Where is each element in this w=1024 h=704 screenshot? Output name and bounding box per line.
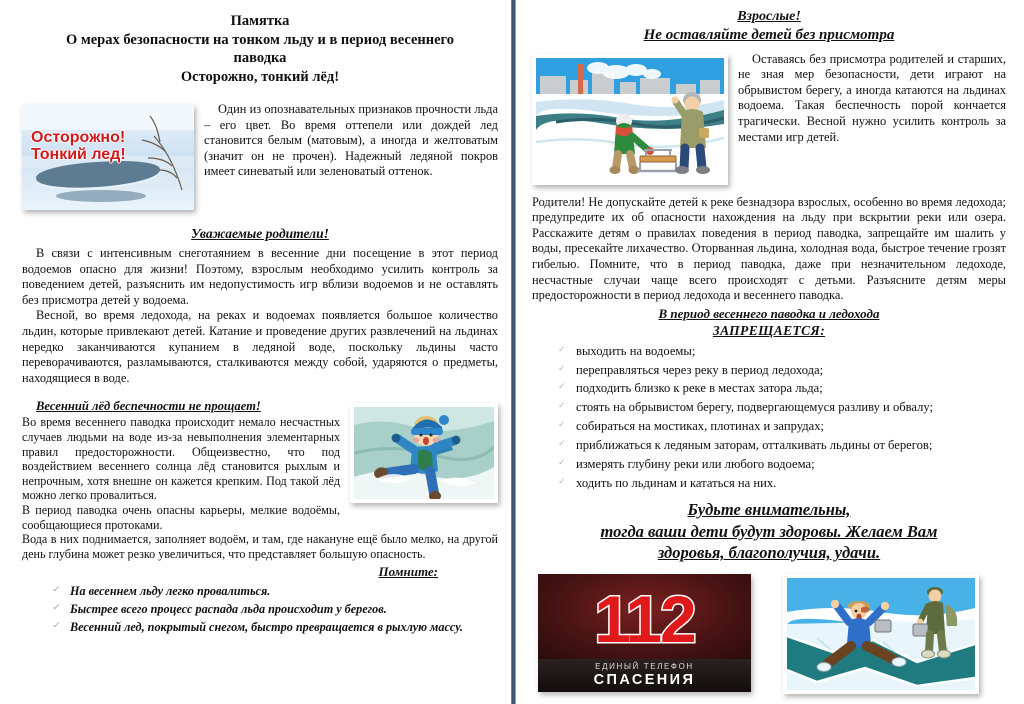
warning-caption-line-2: Тонкий лед! bbox=[31, 146, 126, 164]
right-top-paragraph: Оставаясь без присмотра родителей и старших, не зная мер безопасности, дети играют на обрывистом берегу, а иногда катаются на льдинах водоема. Такая беспечность порой кончается трагически. Весной нужно усилить контроль за местами игр детей. bbox=[738, 51, 1006, 144]
intro-row bbox=[22, 102, 498, 212]
list-item bbox=[558, 398, 1006, 417]
check-icon: ✓ bbox=[52, 620, 60, 631]
closing-line-2: тогда ваши дети будут здоровы. Желаем Вам bbox=[600, 521, 938, 541]
left-title-line-2: О мерах безопасности на тонком льду и в период весеннего паводка bbox=[65, 31, 455, 67]
check-icon: ✓ bbox=[52, 601, 60, 612]
logo-subtitle-small: ЕДИНЫЙ ТЕЛЕФОН bbox=[595, 661, 694, 671]
closing-message bbox=[532, 499, 1006, 564]
list-item-label: измерять глубину реки или любого водоема; bbox=[576, 456, 815, 471]
closing-line-1: Будьте внимательны, bbox=[687, 499, 851, 519]
crack-illustration-svg bbox=[787, 578, 975, 690]
check-icon: ✓ bbox=[558, 362, 566, 373]
parents-heading: Уважаемые родители! bbox=[191, 226, 329, 242]
check-icon: ✓ bbox=[558, 438, 566, 449]
intro-paragraph: Один из опознавательных признаков прочности льда – его цвет. Во время оттепели или дождей лед становится белым (матовым), а иногда и желтоватым (значит он не прочен). Надежный ледяной покров имеет синеватый или зеленоватый оттенок. bbox=[204, 102, 498, 179]
warning-caption-line-1: Осторожно! bbox=[31, 129, 126, 147]
boy-falling-through-ice-illustration bbox=[350, 403, 498, 503]
right-column bbox=[512, 0, 1024, 704]
check-icon: ✓ bbox=[558, 343, 566, 354]
spring-ice-paragraph-2: В период паводка очень опасны карьеры, мелкие водоёмы, сообщающиеся протоками. bbox=[22, 503, 340, 532]
remember-list bbox=[22, 582, 498, 637]
emergency-112-logo bbox=[538, 574, 751, 692]
check-icon: ✓ bbox=[558, 419, 566, 430]
parents-paragraph-2: Весной, во время ледохода, на реках и водоемах появляется большое количество льдин, которые привлекают детей. Катание и проведение других развлечений на льдинах нередко заканчиваются купанием в ледяной воде, поскольку льдины часто переворачиваются, разламываются, сталкиваются между собой, ударяются о предметы, находящиеся в воде. bbox=[22, 308, 498, 385]
right-title-line-1: Взрослые! bbox=[737, 9, 801, 24]
thin-ice-warning-photo bbox=[22, 104, 194, 210]
left-title-line-3: Осторожно, тонкий лёд! bbox=[180, 68, 340, 85]
closing-line-3: здоровья, благополучия, удачи. bbox=[657, 543, 881, 563]
forbidden-actions-list bbox=[532, 342, 1006, 493]
river-illustration-canvas bbox=[536, 58, 724, 181]
list-item-label: стоять на обрывистом берегу, подвергающемуся разливу и обвалу; bbox=[576, 400, 934, 415]
logo-number: 112 bbox=[594, 581, 695, 656]
list-item bbox=[52, 582, 498, 600]
parents-paragraph-1: В связи с интенсивным снеготаянием в весенние дни посещение в этот период водоемов опасно для жизни! Поэтому, взрослым необходимо усилить контроль за поведением детей, разъяснить им недопустимость игр вблизи водоемов и не оставлять без присмотра детей у водоема. bbox=[22, 246, 498, 307]
list-item bbox=[558, 379, 1006, 398]
child-with-sled-on-river-illustration bbox=[532, 54, 728, 185]
right-parents-paragraph: Родители! Не допускайте детей к реке безнадзора взрослых, особенно во время ледохода; предупредите их об опасности нахождения на льду при вскрытии реки или озера. Расскажите детям о правилах поведения в период паводка, запрещайте им шалить у воды, пресекайте лихачество. Оторванная льдина, холодная вода, быстрое течение грозят гибелью. Помните, что в период паводка, даже при незначительном ледоходе, несчастные случаи чаще всего происходят с детьми. Разъясните детям меры предосторожности в период ледохода и весеннего паводка. bbox=[532, 194, 1006, 303]
logo-subtitle-big: СПАСЕНИЯ bbox=[593, 671, 696, 688]
check-icon: ✓ bbox=[558, 475, 566, 486]
list-item bbox=[558, 455, 1006, 474]
list-item bbox=[558, 417, 1006, 436]
list-item-label: Весенний лед, покрытый снегом, быстро превращается в рыхлую массу. bbox=[70, 620, 463, 635]
right-title-line-2: Не оставляйте детей без присмотра bbox=[643, 27, 895, 44]
man-jumping-over-ice-crack-illustration bbox=[783, 574, 979, 694]
list-item-label: Быстрее всего процесс распада льда происходит у берегов. bbox=[70, 601, 387, 616]
list-item bbox=[558, 361, 1006, 380]
crack-illustration-canvas bbox=[787, 578, 975, 690]
right-title-block bbox=[532, 8, 1006, 46]
check-icon: ✓ bbox=[558, 381, 566, 392]
check-icon: ✓ bbox=[558, 400, 566, 411]
check-icon: ✓ bbox=[52, 583, 60, 594]
list-item-label: На весеннем льду легко провалиться. bbox=[70, 583, 271, 598]
spring-ice-paragraph-3: Вода в них поднимается, заполняет водоём, и там, где накануне ещё было мелко, на другой день глубина может резко увеличиться, что представляет большую опасность. bbox=[22, 532, 498, 561]
spring-ice-paragraph-1: Во время весеннего паводка происходит немало несчастных случаев людьми на воде из-за невыполнения элементарных правил предосторожности. Общеизвестно, что под воздействием весеннего солнца лёд становится рыхлым и непрочным, хотя внешне он кажется крепким. Под такой лёд можно легко провалиться. bbox=[22, 415, 340, 503]
logo-number-wrap bbox=[538, 576, 751, 661]
list-item bbox=[558, 342, 1006, 361]
spring-ice-heading: Весенний лёд беспечности не прощает! bbox=[36, 399, 261, 414]
check-icon: ✓ bbox=[558, 456, 566, 467]
remember-heading: Помните: bbox=[378, 563, 438, 579]
list-item-label: переправляться через реку в период ледохода; bbox=[576, 362, 824, 377]
bottom-images-row bbox=[532, 574, 1006, 694]
list-item-label: собираться на мостиках, плотинах и запрудах; bbox=[576, 419, 825, 434]
list-item bbox=[52, 618, 498, 636]
right-top-row bbox=[532, 52, 1006, 187]
list-item bbox=[558, 436, 1006, 455]
forbid-heading-line-2: ЗАПРЕЩАЕТСЯ: bbox=[712, 322, 826, 338]
list-item bbox=[558, 474, 1006, 493]
list-item bbox=[52, 600, 498, 618]
boy-illustration-svg bbox=[354, 407, 494, 499]
spring-ice-row bbox=[22, 399, 498, 532]
list-item-label: ходить по льдинам и кататься на них. bbox=[576, 475, 777, 490]
list-item-label: подходить близко к реке в местах затора льда; bbox=[576, 381, 823, 396]
forbid-heading-line-1: В период весеннего паводка и ледохода bbox=[658, 305, 880, 321]
warning-caption bbox=[31, 129, 126, 164]
logo-bottom-panel bbox=[538, 659, 751, 692]
list-item-label: выходить на водоемы; bbox=[576, 343, 696, 358]
boy-illustration-canvas bbox=[354, 407, 494, 499]
list-item-label: приближаться к ледяным заторам, отталкивать льдины от берегов; bbox=[576, 438, 933, 453]
left-title-line-1: Памятка bbox=[230, 13, 290, 29]
river-illustration-svg bbox=[536, 58, 724, 181]
left-title-block bbox=[22, 12, 498, 86]
bare-twig-icon bbox=[132, 108, 184, 192]
